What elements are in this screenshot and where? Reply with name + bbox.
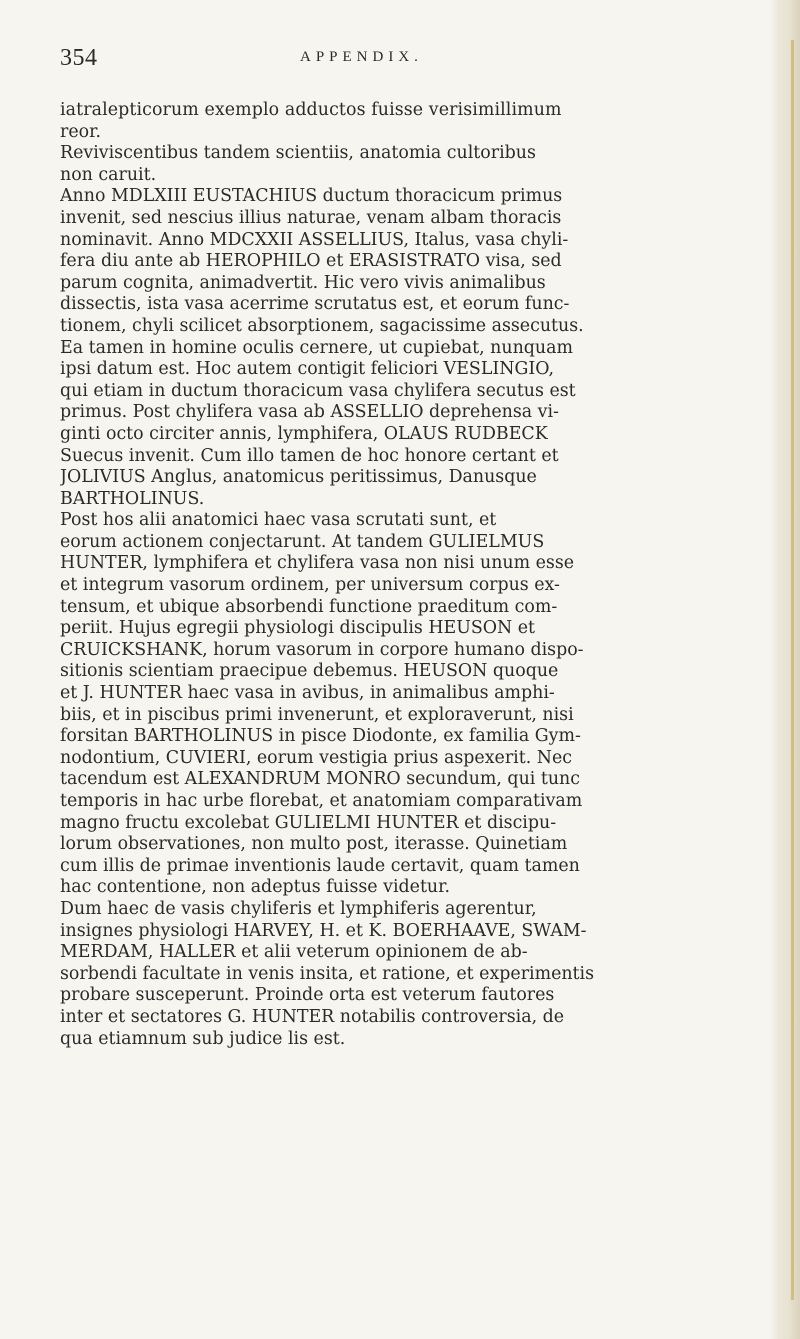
text-line: cum illis de primae inventionis laude certavit, quam tamen xyxy=(60,855,580,876)
text-line: qua etiamnum sub judice lis est. xyxy=(60,1028,346,1049)
text-line: tionem, chyli scilicet absorptionem, sagacissime assecutus. xyxy=(60,315,584,336)
text-line: et J. HUNTER haec vasa in avibus, in animalibus amphi- xyxy=(60,683,555,704)
text-line: JOLIVIUS Anglus, anatomicus peritissimus, Danusque xyxy=(60,467,537,488)
text-line: primus. Post chylifera vasa ab ASSELLIO deprehensa vi- xyxy=(60,402,559,423)
text-line: Ea tamen in homine oculis cernere, ut cupiebat, nunquam xyxy=(60,337,573,358)
running-head: APPENDIX. xyxy=(300,49,423,65)
page-number: 354 xyxy=(60,45,98,71)
text-line: et integrum vasorum ordinem, per universum corpus ex- xyxy=(60,575,560,596)
text-line: probare susceperunt. Proinde orta est veterum fautores xyxy=(60,985,555,1006)
text-line: hac contentione, non adeptus fuisse videtur. xyxy=(60,877,451,898)
text-line: ginti octo circiter annis, lymphifera, OLAUS RUDBECK xyxy=(60,423,548,444)
text-line: BARTHOLINUS. xyxy=(60,488,205,509)
text-line: lorum observationes, non multo post, iterasse. Quinetiam xyxy=(60,834,568,855)
text-line: insignes physiologi HARVEY, H. et K. BOERHAAVE, SWAM- xyxy=(60,920,587,941)
text-line: HUNTER, lymphifera et chylifera vasa non nisi unum esse xyxy=(60,553,575,574)
text-line: ipsi datum est. Hoc autem contigit feliciori VESLINGIO, xyxy=(60,359,554,380)
text-line: Reviviscentibus tandem scientiis, anatomia cultoribus xyxy=(60,143,536,164)
text-line: tacendum est ALEXANDRUM MONRO secundum, qui tunc xyxy=(60,769,580,790)
body-text xyxy=(60,100,690,1050)
text-line: inter et sectatores G. HUNTER notabilis controversia, de xyxy=(60,1006,565,1027)
text-line: dissectis, ista vasa acerrime scrutatus est, et eorum func- xyxy=(60,294,570,315)
text-line: sorbendi facultate in venis insita, et ratione, et experimentis xyxy=(60,963,595,984)
text-line: qui etiam in ductum thoracicum vasa chylifera secutus est xyxy=(60,380,576,401)
page-edge-line xyxy=(791,40,794,1300)
text-line: Suecus invenit. Cum illo tamen de hoc honore certant et xyxy=(60,445,559,466)
text-line: nominavit. Anno MDCXXII ASSELLIUS, Italus, vasa chyli- xyxy=(60,229,569,250)
text-line: reor. xyxy=(60,121,102,142)
text-line: biis, et in piscibus primi invenerunt, et exploraverunt, nisi xyxy=(60,704,574,725)
text-line: parum cognita, animadvertit. Hic vero vivis animalibus xyxy=(60,272,546,293)
text-line: Post hos alii anatomici haec vasa scrutati sunt, et xyxy=(60,510,497,531)
text-line: magno fructu excolebat GULIELMI HUNTER et discipu- xyxy=(60,812,557,833)
text-line: CRUICKSHANK, horum vasorum in corpore humano dispo- xyxy=(60,639,584,660)
page-edge xyxy=(770,0,800,1339)
text-line: forsitan BARTHOLINUS in pisce Diodonte, ex familia Gym- xyxy=(60,726,581,747)
text-line: Dum haec de vasis chyliferis et lymphiferis agerentur, xyxy=(60,898,537,919)
text-line: non caruit. xyxy=(60,164,157,185)
page-header xyxy=(60,45,700,75)
text-line: temporis in hac urbe florebat, et anatomiam comparativam xyxy=(60,791,583,811)
text-line: nodontium, CUVIERI, eorum vestigia prius aspexerit. Nec xyxy=(60,747,572,768)
text-line: iatralepticorum exemplo adductos fuisse verisimillimum xyxy=(60,100,562,120)
text-line: sitionis scientiam praecipue debemus. HEUSON quoque xyxy=(60,661,559,682)
text-line: invenit, sed nescius illius naturae, venam albam thoracis xyxy=(60,207,562,228)
text-line: Anno MDLXIII EUSTACHIUS ductum thoracicum primus xyxy=(60,186,563,207)
text-line: tensum, et ubique absorbendi functione praeditum com- xyxy=(60,596,558,617)
text-line: eorum actionem conjectarunt. At tandem GULIELMUS xyxy=(60,531,545,552)
text-line: MERDAM, HALLER et alii veterum opinionem de ab- xyxy=(60,942,528,963)
text-line: periit. Hujus egregii physiologi discipulis HEUSON et xyxy=(60,618,536,639)
text-line: fera diu ante ab HEROPHILO et ERASISTRATO visa, sed xyxy=(60,251,562,272)
